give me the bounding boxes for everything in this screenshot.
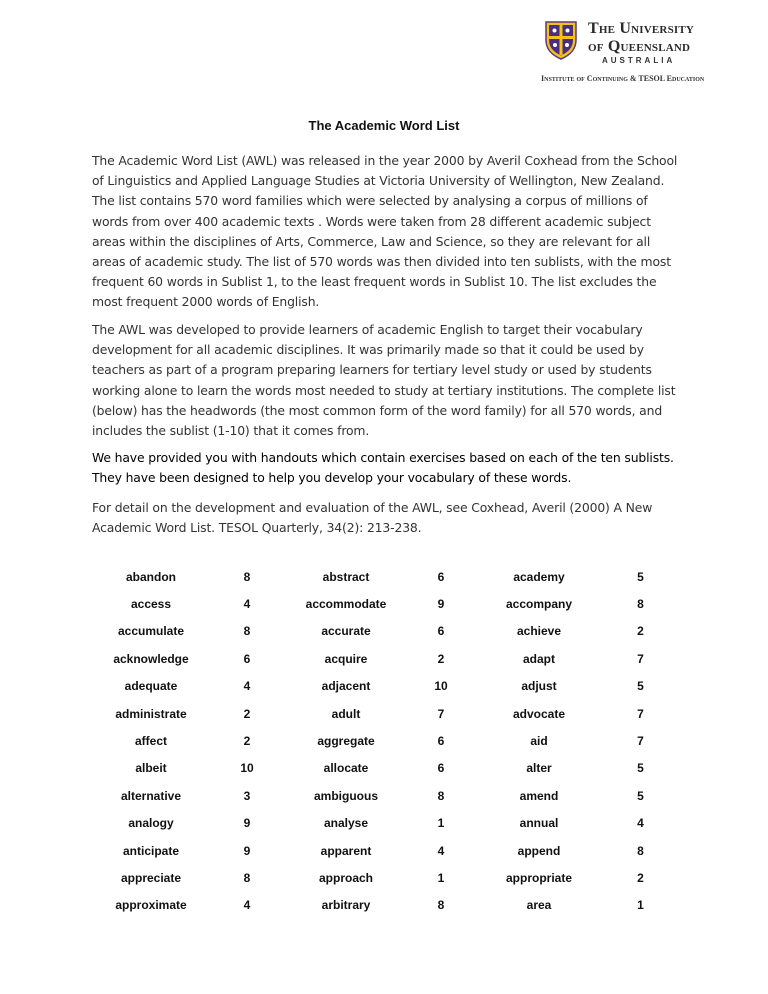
table-row: [92, 864, 677, 891]
sublist-cell: 9: [437, 597, 445, 612]
word-list-table-body: [92, 563, 677, 919]
sublist-cell: 6: [437, 569, 445, 584]
headword-cell: amend: [519, 788, 559, 803]
headword-cell: alter: [526, 761, 552, 776]
table-row: [92, 782, 677, 809]
sublist-cell: 3: [243, 788, 251, 803]
sublist-cell: 8: [637, 597, 644, 612]
headword-cell: allocate: [323, 761, 369, 776]
table-row: [92, 618, 677, 645]
table-row: [92, 645, 677, 672]
table-row: [92, 590, 677, 617]
sublist-cell: 6: [437, 624, 445, 639]
sublist-cell: 9: [243, 816, 251, 831]
headword-cell: adapt: [522, 651, 555, 666]
sublist-cell: 8: [243, 569, 251, 584]
sublist-cell: 2: [637, 624, 644, 639]
headword-cell: accurate: [321, 624, 371, 639]
headword-cell: acknowledge: [113, 651, 189, 666]
headword-cell: alternative: [120, 788, 182, 803]
sublist-cell: 8: [437, 898, 445, 913]
table-row: [92, 673, 677, 700]
headword-cell: analogy: [128, 816, 174, 831]
headword-cell: append: [517, 843, 561, 858]
sublist-cell: 4: [437, 843, 445, 858]
university-name-line1: The University: [588, 20, 695, 37]
headword-cell: analyse: [323, 816, 369, 831]
table-row: [92, 755, 677, 782]
headword-cell: aggregate: [317, 734, 375, 749]
headword-cell: albeit: [135, 761, 167, 776]
headword-cell: adjacent: [321, 679, 371, 694]
headword-cell: administrate: [115, 706, 187, 721]
headword-cell: ambiguous: [313, 788, 378, 803]
headword-cell: anticipate: [122, 843, 179, 858]
sublist-cell: 7: [437, 706, 445, 721]
headword-cell: advocate: [512, 706, 566, 721]
sublist-cell: 6: [437, 761, 445, 776]
university-name: [588, 20, 694, 56]
table-row: [92, 837, 677, 864]
reference-paragraph: For detail on the development and evaluation of the AWL, see Coxhead, Averil (2000) A New Academic Word List. TESOL Quarterly, 34(2): 213-238.: [92, 500, 653, 536]
headword-cell: academy: [513, 569, 565, 584]
headword-cell: adult: [331, 706, 361, 721]
headword-cell: area: [526, 898, 552, 913]
university-country: AUSTRALIA: [602, 56, 676, 65]
sublist-cell: 6: [243, 651, 251, 666]
sublist-cell: 5: [637, 788, 644, 803]
sublist-cell: 8: [243, 870, 251, 885]
sublist-cell: 5: [637, 761, 644, 776]
headword-cell: accompany: [505, 597, 573, 612]
sublist-cell: 4: [243, 898, 251, 913]
sublist-cell: 4: [243, 679, 251, 694]
sublist-cell: 2: [243, 706, 251, 721]
sublist-cell: 5: [637, 569, 644, 584]
headword-cell: abstract: [322, 569, 370, 584]
headword-cell: aid: [530, 734, 548, 749]
sublist-cell: 7: [637, 706, 644, 721]
institute-name: Institute of Continuing & TESOL Education: [541, 74, 705, 83]
headword-cell: approximate: [115, 898, 187, 913]
handouts-paragraph: We have provided you with handouts which contain exercises based on each of the ten sublists. They have been designed to help you develop your vocabulary of these words.: [92, 450, 674, 486]
word-list-table: [92, 563, 677, 919]
headword-cell: abandon: [126, 569, 176, 584]
headword-cell: access: [130, 597, 172, 612]
table-row: [92, 892, 677, 919]
sublist-cell: 1: [437, 816, 445, 831]
headword-cell: arbitrary: [321, 898, 371, 913]
headword-cell: annual: [519, 816, 559, 831]
university-crest-icon: [544, 20, 578, 60]
sublist-cell: 8: [243, 624, 251, 639]
sublist-cell: 2: [243, 734, 251, 749]
purpose-paragraph: The AWL was developed to provide learners of academic English to target their vocabulary development for all academic disciplines. It was primarily made so that it could be used by teachers as part of a program preparing learners for tertiary level study or used by students working alone to learn the words most needed to study at tertiary institutions. The complete list (below) has the headwords (the most common form of the word family) for all 570 words, and includes the sublist (1-10) that it comes from.: [92, 322, 676, 439]
headword-cell: accommodate: [305, 597, 387, 612]
sublist-cell: 9: [243, 843, 251, 858]
headword-cell: affect: [134, 734, 167, 749]
table-row: [92, 700, 677, 727]
sublist-cell: 1: [637, 898, 644, 913]
sublist-cell: 8: [437, 788, 445, 803]
sublist-cell: 6: [437, 734, 445, 749]
table-row: [92, 810, 677, 837]
headword-cell: accumulate: [117, 624, 185, 639]
table-row: [92, 563, 677, 590]
headword-cell: adequate: [124, 679, 178, 694]
sublist-cell: 7: [637, 651, 644, 666]
sublist-cell: 4: [243, 597, 251, 612]
document-title: The Academic Word List: [308, 118, 460, 133]
sublist-cell: 4: [637, 816, 644, 831]
headword-cell: apparent: [320, 843, 372, 858]
headword-cell: appropriate: [505, 870, 572, 885]
sublist-cell: 2: [637, 870, 644, 885]
sublist-cell: 10: [434, 679, 448, 694]
sublist-cell: 10: [240, 761, 254, 776]
sublist-cell: 1: [437, 870, 445, 885]
headword-cell: adjust: [521, 679, 557, 694]
headword-cell: achieve: [516, 624, 562, 639]
sublist-cell: 8: [637, 843, 644, 858]
university-name-line2: of Queensland: [588, 38, 691, 55]
sublist-cell: 2: [437, 651, 445, 666]
headword-cell: approach: [318, 870, 373, 885]
sublist-cell: 7: [637, 734, 644, 749]
table-row: [92, 727, 677, 754]
sublist-cell: 5: [637, 679, 644, 694]
intro-paragraph: The Academic Word List (AWL) was released in the year 2000 by Averil Coxhead from the School of Linguistics and Applied Language Studies at Victoria University of Wellington, New Zealand. The list contains 570 word families which were selected by analysing a corpus of millions of words from over 400 academic texts . Words were taken from 28 different academic subject areas within the disciplines of Arts, Commerce, Law and Science, so they are relevant for all areas of academic study. The list of 570 words was then divided into ten sublists, with the most frequent 60 words in Sublist 1, to the least frequent words in Sublist 10. The list excludes the most frequent 2000 words of English.: [92, 153, 678, 310]
headword-cell: acquire: [324, 651, 368, 666]
headword-cell: appreciate: [120, 870, 182, 885]
